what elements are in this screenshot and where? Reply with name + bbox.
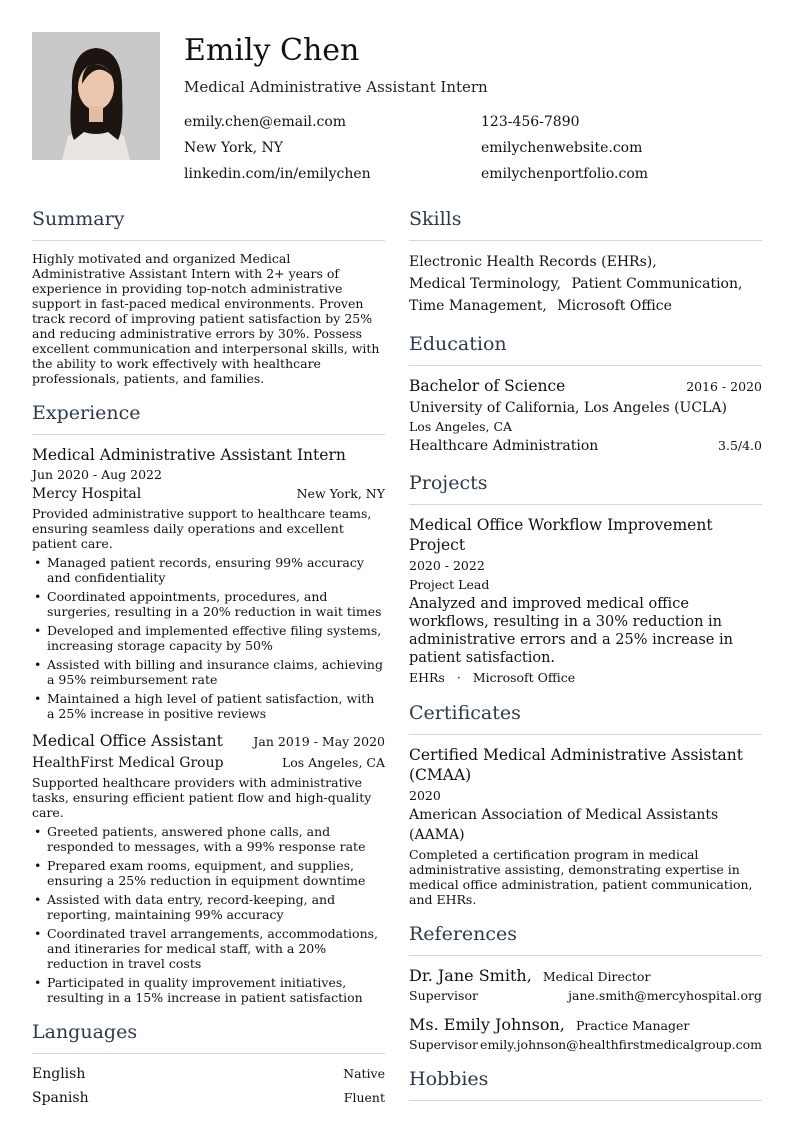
projects-heading: Projects (409, 470, 762, 505)
skill-item: Electronic Health Records (EHRs), (409, 254, 657, 270)
education-section (409, 331, 762, 456)
education-field: Healthcare Administration (409, 438, 599, 454)
project-role: Project Lead (409, 577, 490, 592)
left-column (32, 206, 385, 1122)
education-school: University of California, Los Angeles (UCLA) (409, 400, 727, 416)
certificates-heading: Certificates (409, 700, 762, 735)
job-role: Medical Administrative Assistant Intern (32, 446, 346, 464)
job-description: Supported healthcare providers with administrative tasks, ensuring efficient patient flow and high-quality care. (32, 775, 372, 820)
skills-list (409, 251, 762, 317)
reference-item (409, 966, 762, 1003)
skill-item: Time Management, (409, 298, 547, 314)
language-level: Fluent (343, 1090, 385, 1105)
job-dates: Jan 2019 - May 2020 (253, 734, 385, 749)
job-company: HealthFirst Medical Group (32, 755, 224, 771)
reference-name: Dr. Jane Smith, (409, 966, 532, 985)
candidate-name: Emily Chen (184, 33, 360, 68)
contact-email[interactable]: emily.chen@email.com (184, 114, 347, 130)
job-bullets (32, 824, 385, 1005)
contact-phone[interactable]: 123-456-7890 (481, 114, 580, 130)
contact-portfolio[interactable]: emilychenportfolio.com (481, 166, 649, 182)
contact-website[interactable]: emilychenwebsite.com (481, 140, 643, 156)
job-bullet: • Coordinated travel arrangements, accommodations, and itineraries for medical staff, with a 20% reduction in travel costs (32, 926, 385, 971)
skill-item: Microsoft Office (557, 298, 672, 314)
job-bullet: • Assisted with billing and insurance claims, achieving a 95% reimbursement rate (32, 657, 385, 687)
reference-item (409, 1015, 762, 1052)
reference-position: Medical Director (542, 969, 651, 984)
job-bullet: • Prepared exam rooms, equipment, and supplies, ensuring a 25% reduction in equipment downtime (32, 858, 385, 888)
skills-section (409, 206, 762, 317)
contact-linkedin[interactable]: linkedin.com/in/emilychen (184, 166, 371, 182)
job-description: Provided administrative support to healthcare teams, ensuring seamless daily operations and excellent patient care. (32, 506, 372, 551)
summary-text: Highly motivated and organized Medical Administrative Assistant Intern with 2+ years of experience in providing top-notch administrative support in fast-paced medical environments. Proven track record of improving patient satisfaction by 25% and reducing administrative errors by 30%. Possess excellent communication and interpersonal skills, with the ability to work effectively with healthcare professionals, patients, and families. (32, 251, 380, 386)
job-company: Mercy Hospital (32, 486, 142, 502)
job-bullet: • Participated in quality improvement initiatives, resulting in a 15% increase in patient satisfaction (32, 975, 385, 1005)
education-heading: Education (409, 331, 762, 366)
experience-section (32, 400, 385, 1005)
reference-email[interactable]: jane.smith@mercyhospital.org (568, 988, 762, 1003)
certificates-section (409, 700, 762, 907)
job-bullets (32, 555, 385, 721)
reference-relation: Supervisor (409, 988, 478, 1003)
education-location: Los Angeles, CA (409, 419, 513, 434)
hobbies-section (409, 1066, 762, 1101)
job-location: Los Angeles, CA (281, 755, 385, 770)
tag-separator: · (456, 670, 461, 685)
education-dates: 2016 - 2020 (686, 379, 762, 394)
certificate-description: Completed a certification program in medical administrative assisting, demonstrating expertise in medical office administration, patient communication, and EHRs. (409, 847, 753, 907)
project-tag: EHRs (409, 670, 445, 685)
experience-heading: Experience (32, 400, 385, 435)
project-tag: Microsoft Office (472, 670, 576, 685)
job-dates: Jun 2020 - Aug 2022 (32, 467, 162, 482)
job-bullet: • Managed patient records, ensuring 99% accuracy and confidentiality (32, 555, 385, 585)
experience-item (32, 445, 385, 721)
certificate-year: 2020 (409, 788, 441, 803)
job-bullet: • Coordinated appointments, procedures, and surgeries, resulting in a 20% reduction in wait times (32, 589, 385, 619)
skill-item: Medical Terminology, (409, 276, 561, 292)
certificate-name: Certified Medical Administrative Assistant (CMAA) (409, 746, 743, 784)
job-bullet: • Assisted with data entry, record-keeping, and reporting, maintaining 99% accuracy (32, 892, 385, 922)
experience-item (32, 731, 385, 1005)
hobbies-heading: Hobbies (409, 1066, 762, 1101)
candidate-title: Medical Administrative Assistant Intern (184, 78, 488, 96)
education-gpa: 3.5/4.0 (718, 438, 762, 453)
job-location: New York, NY (296, 486, 385, 501)
skill-item: Patient Communication, (571, 276, 743, 292)
references-heading: References (409, 921, 762, 956)
reference-position: Practice Manager (575, 1018, 690, 1033)
job-bullet: • Maintained a high level of patient satisfaction, with a 25% increase in positive reviews (32, 691, 385, 721)
summary-section (32, 206, 385, 386)
right-column (409, 206, 762, 1115)
reference-email[interactable]: emily.johnson@healthfirstmedicalgroup.com (480, 1037, 762, 1052)
projects-section (409, 470, 762, 686)
language-name: English (32, 1066, 86, 1082)
skills-heading: Skills (409, 206, 762, 241)
profile-photo (32, 32, 160, 160)
language-name: Spanish (32, 1090, 89, 1106)
project-description: Analyzed and improved medical office workflows, resulting in a 30% reduction in administrative errors and a 25% increase in patient satisfaction. (409, 596, 733, 666)
summary-heading: Summary (32, 206, 385, 241)
references-section (409, 921, 762, 1052)
project-dates: 2020 - 2022 (409, 558, 485, 573)
project-tags (409, 670, 762, 686)
contact-location: New York, NY (184, 140, 283, 156)
reference-name: Ms. Emily Johnson, (409, 1015, 565, 1034)
project-name: Medical Office Workflow Improvement Project (409, 516, 713, 554)
education-degree: Bachelor of Science (409, 377, 566, 395)
job-bullet: • Developed and implemented effective filing systems, increasing storage capacity by 50% (32, 623, 385, 653)
job-bullet: • Greeted patients, answered phone calls, and responded to messages, with a 99% response rate (32, 824, 385, 854)
language-level: Native (343, 1066, 385, 1081)
reference-relation: Supervisor (409, 1037, 478, 1052)
languages-section (32, 1019, 385, 1108)
certificate-issuer: American Association of Medical Assistants (AAMA) (409, 807, 719, 843)
languages-heading: Languages (32, 1019, 385, 1054)
job-role: Medical Office Assistant (32, 732, 223, 750)
